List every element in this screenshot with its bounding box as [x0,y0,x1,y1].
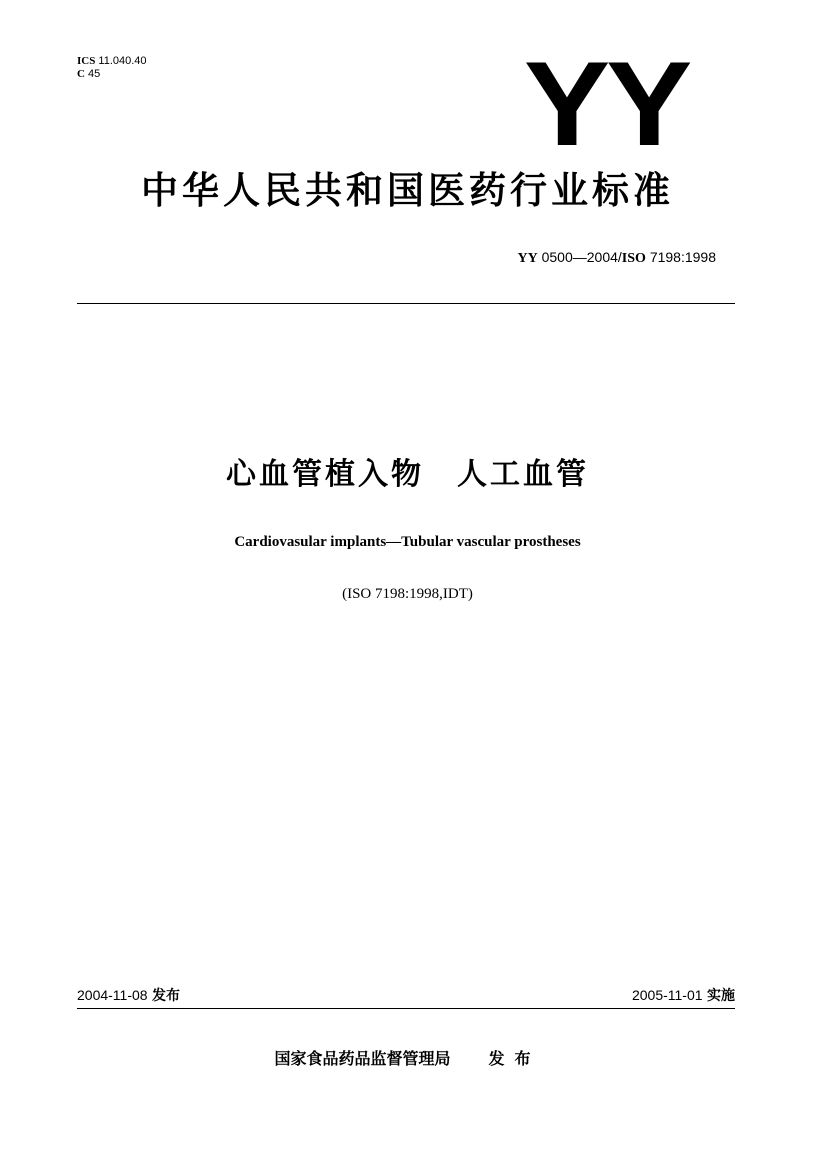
ccs-label: C [77,68,85,80]
standard-number [517,248,716,268]
implement-date-line [632,986,735,1005]
top-divider [77,303,735,304]
iso-code: 7198:1998 [649,249,716,265]
bottom-divider [77,1008,735,1009]
implement-date: 2005-11-01 [631,987,703,1003]
issuing-authority [0,1048,815,1070]
implement-label: 实施 [707,988,735,1004]
issuer-name: 国家食品药品监督管理局 [274,1049,451,1068]
publish-label: 发布 [152,988,181,1004]
ics-code [77,55,147,68]
english-title: Cardiovasular implants—Tubular vascular prostheses [234,534,581,550]
organization-title: 中华人民共和国医药行业标准 [141,169,674,212]
ccs-code [77,68,147,81]
publish-date-line [77,986,180,1005]
standard-code: 0500—2004/ [541,249,622,265]
classification-codes [77,55,147,81]
standard-prefix: YY [517,251,538,266]
iso-prefix: ISO [621,251,646,266]
ics-value: 11.040.40 [98,55,147,67]
ccs-value: 45 [88,68,101,80]
ics-label: ICS [77,55,96,67]
publish-date: 2004-11-08 [77,987,148,1003]
standard-mark: YY [523,37,688,171]
chinese-title: 心血管植入物 人工血管 [226,457,589,492]
issuer-action: 发布 [488,1049,541,1068]
iso-reference: (ISO 7198:1998,IDT) [342,586,473,602]
